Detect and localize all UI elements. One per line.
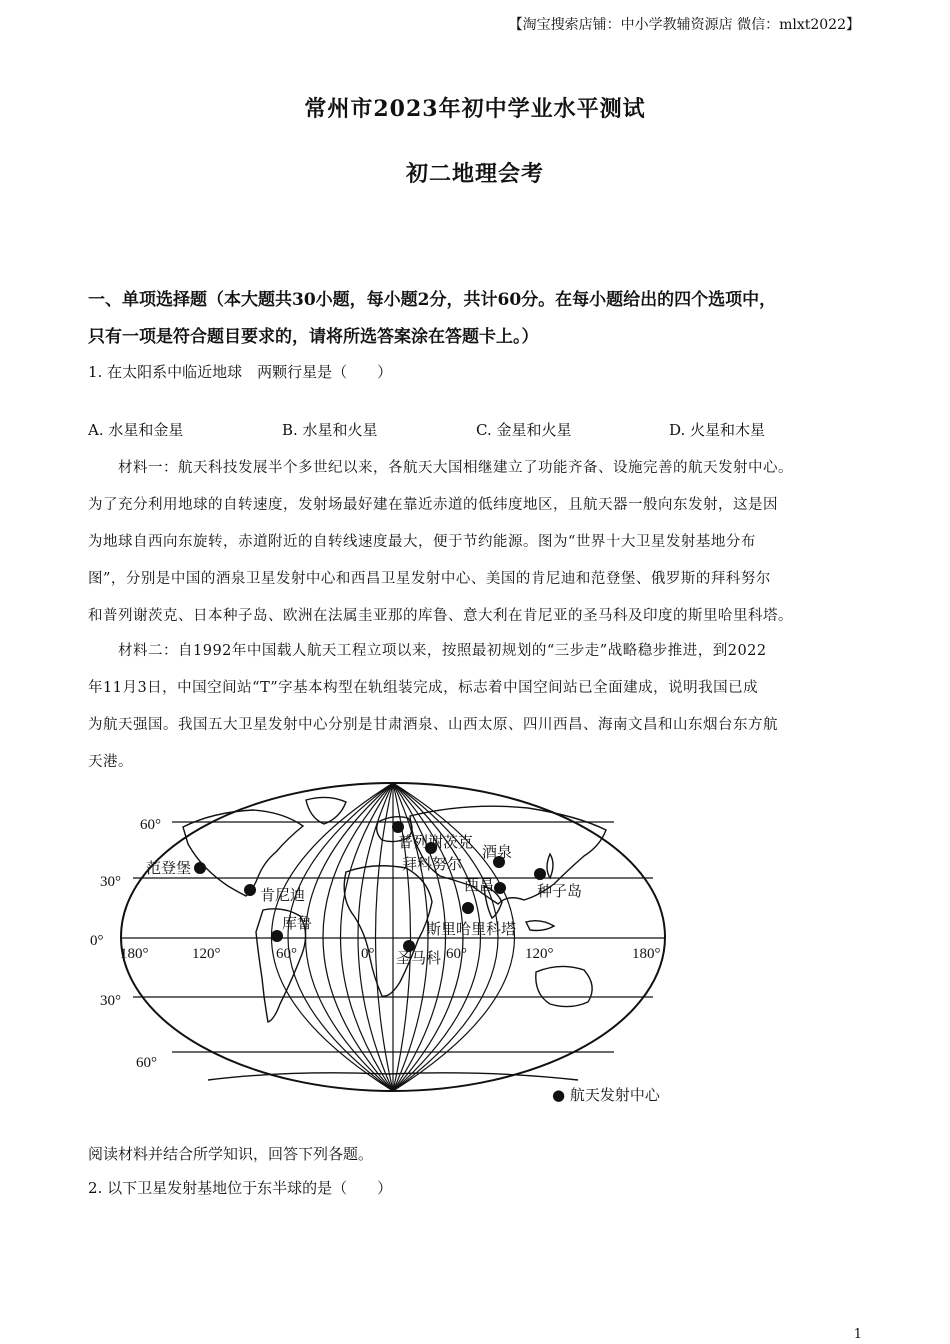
- exam-title: 常州市2023年初中学业水平测试: [304, 96, 646, 122]
- material-1-line-3: 为地球自西向东旋转，赤道附近的自转线速度最大，便于节约能源。图为“世界十大卫星发射基地分布: [88, 534, 756, 550]
- lon-label-0: 0°: [361, 946, 375, 962]
- material-1-line-4: 图”，分别是中国的酒泉卫星发射中心和西昌卫星发射中心、美国的肯尼迪和范登堡、俄罗斯的拜科努尔: [88, 571, 771, 587]
- material-1-line-1: 材料一：航天科技发展半个多世纪以来，各航天大国相继建立了功能齐备、设施完善的航天发射中心。: [118, 460, 793, 476]
- exam-subtitle: 初二地理会考: [405, 161, 544, 187]
- world-map-graphic: [88, 782, 688, 1112]
- material-1-line-2: 为了充分利用地球的自转速度，发射场最好建在靠近赤道的低纬度地区，且航天器一般向东发射，这是因: [88, 497, 778, 513]
- material-2-line-1: 材料二：自1992年中国载人航天工程立项以来，按照最初规划的“三步走”战略稳步推进，到2022: [118, 643, 767, 659]
- site-label-sriharikota: 斯里哈里科塔: [426, 920, 517, 938]
- lon-label-60w: 60°: [276, 946, 297, 962]
- q1-option-b: B. 水星和火星: [282, 421, 378, 439]
- q1-option-a: A. 水星和金星: [88, 421, 184, 439]
- lat-label-30n: 30°: [100, 874, 121, 890]
- instruction-text: 阅读材料并结合所学知识，回答下列各题。: [88, 1145, 374, 1163]
- site-dot-kennedy: [244, 884, 256, 896]
- lon-label-120e: 120°: [525, 946, 554, 962]
- q1-option-d: D. 火星和木星: [669, 421, 766, 439]
- site-label-tanegashima: 种子岛: [537, 882, 583, 900]
- lat-label-60n: 60°: [140, 817, 161, 833]
- site-label-vandenberg: 范登堡: [146, 859, 192, 877]
- lon-label-180e: 180°: [632, 946, 661, 962]
- section-heading-line-2: 只有一项是符合题目要求的，请将所选答案涂在答题卡上。）: [88, 327, 539, 347]
- site-dot-sriharikota: [462, 902, 474, 914]
- lat-label-0: 0°: [90, 933, 104, 949]
- page-number: 1: [853, 1327, 862, 1342]
- site-dot-vandenberg: [194, 862, 206, 874]
- section-heading-line-1: 一、单项选择题（本大题共30小题，每小题2分，共计60分。在每小题给出的四个选项中，: [88, 290, 777, 310]
- lon-label-120w: 120°: [192, 946, 221, 962]
- header-note: 【淘宝搜索店铺：中小学教辅资源店 微信：mlxt2022】: [508, 17, 860, 33]
- material-2-line-2: 年11月3日，中国空间站“T”字基本构型在轨组装完成，标志着中国空间站已全面建成，说明我国已成: [88, 680, 759, 696]
- site-label-baikonur: 拜科努尔: [402, 855, 463, 873]
- map-legend: ● 航天发射中心: [552, 1086, 660, 1104]
- site-label-jiuquan: 酒泉: [482, 843, 513, 861]
- site-label-kourou: 库鲁: [282, 914, 313, 932]
- material-2-line-4: 天港。: [88, 754, 133, 770]
- site-dot-xichang: [494, 882, 506, 894]
- site-label-xichang: 西昌: [464, 876, 495, 894]
- continent-outlines: [183, 797, 606, 1080]
- material-1-line-5: 和普列谢茨克、日本种子岛、欧洲在法属圭亚那的库鲁、意大利在肯尼亚的圣马科及印度的斯里哈里科塔。: [88, 608, 793, 624]
- site-label-kennedy: 肯尼迪: [260, 886, 306, 904]
- question-1-stem: 1. 在太阳系中临近地球 两颗行星是（ ）: [88, 363, 393, 381]
- q1-option-c: C. 金星和火星: [476, 421, 572, 439]
- site-dot-tanegashima: [534, 868, 546, 880]
- material-2-line-3: 为航天强国。我国五大卫星发射中心分别是甘肃酒泉、山西太原、四川西昌、海南文昌和山东烟台东方航: [88, 717, 778, 733]
- world-launch-site-map: [88, 782, 688, 1112]
- site-dot-plesetsk: [392, 821, 404, 833]
- lon-label-60e: 60°: [446, 946, 467, 962]
- site-label-plesetsk: 普列谢茨克: [398, 833, 474, 851]
- lon-label-180w: 180°: [120, 946, 149, 962]
- lat-label-60s: 60°: [136, 1055, 157, 1071]
- lat-label-30s: 30°: [100, 993, 121, 1009]
- question-2-stem: 2. 以下卫星发射基地位于东半球的是（ ）: [88, 1179, 393, 1197]
- site-label-san-marco: 圣马科: [396, 949, 442, 967]
